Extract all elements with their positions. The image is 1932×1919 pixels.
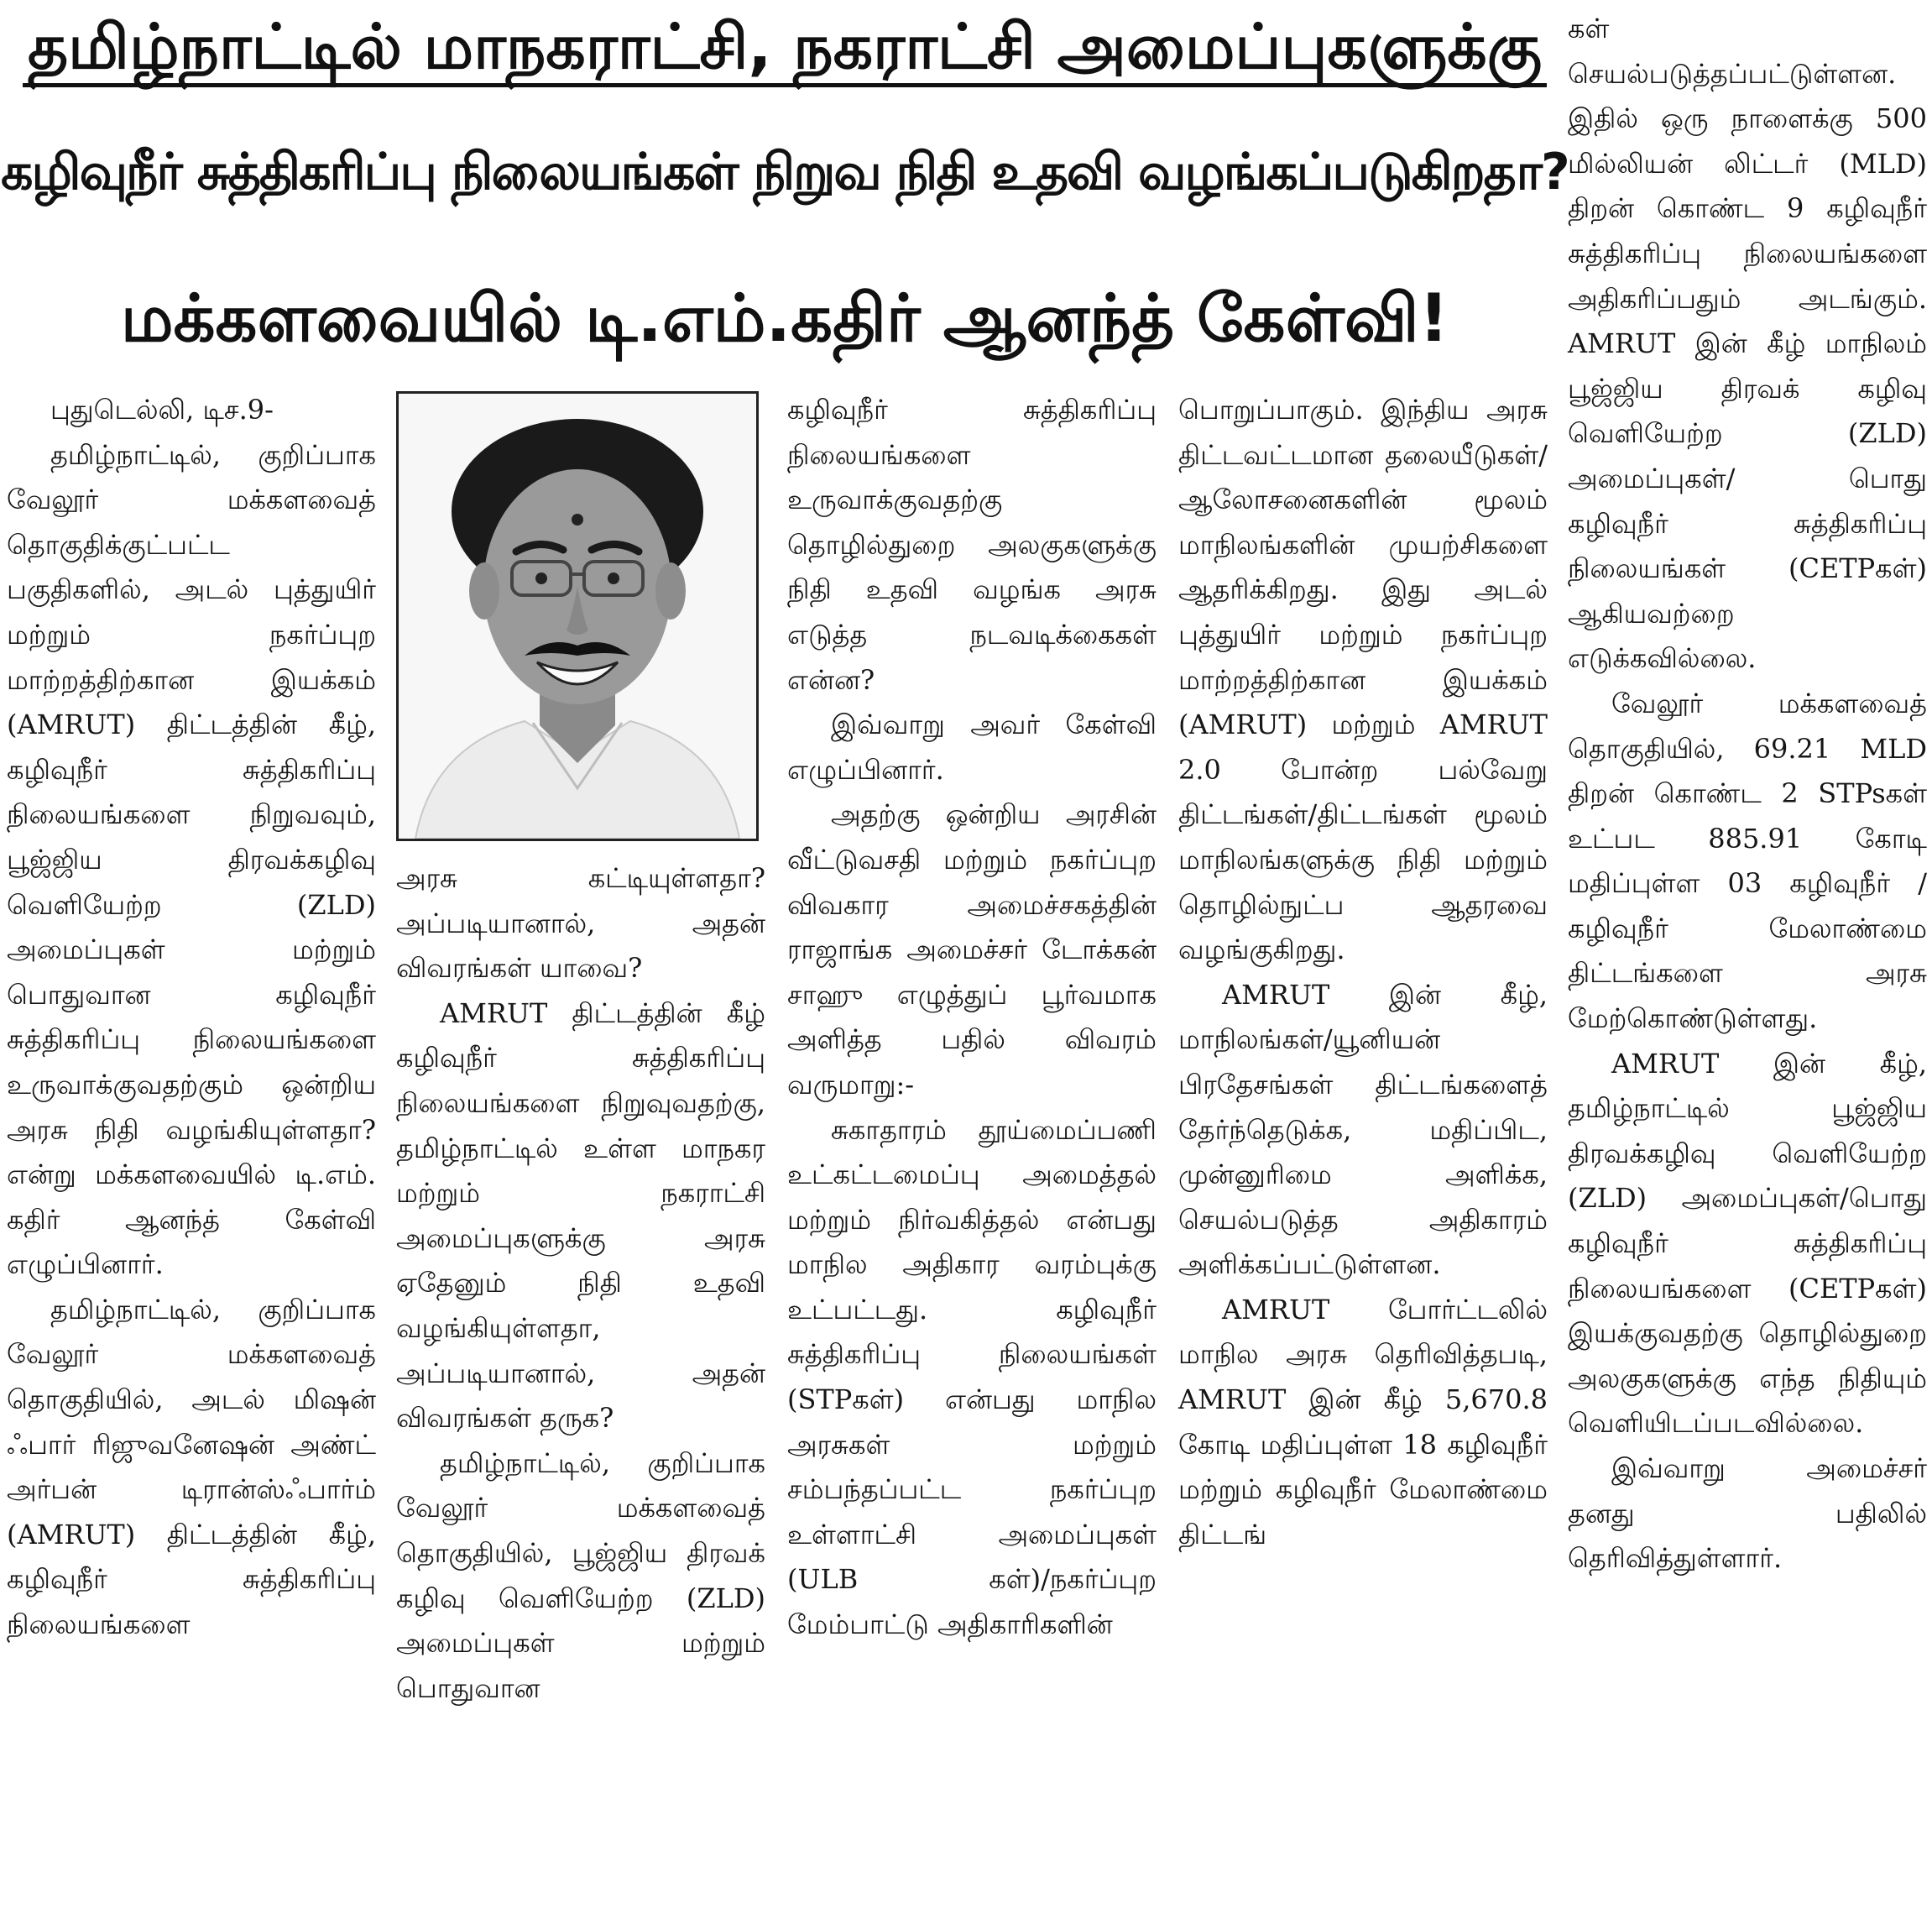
paragraph: பொறுப்பாகும். இந்திய அரசு திட்டவட்டமான தலையீடுகள்/ஆலோசனைகளின் மூலம் மாநிலங்களின் முயற்சிகளை ஆதரிக்கிறது. இது அடல் புத்துயிர் மற்றும் நகர்ப்புற மாற்றத்திற்கான இயக்கம் (AMRUT) மற்றும் AMRUT 2.0 போன்ற பல்வேறு திட்டங்கள்/திட்டங்கள் மூலம் மாநிலங்களுக்கு நிதி மற்றும் தொழில்நுட்ப ஆதரவை வழங்குகிறது. (1178, 394, 1548, 966)
paragraph: அரசு கட்டியுள்ளதா? அப்படியானால், அதன் விவரங்கள் யாவை? (396, 862, 765, 985)
article-column-3 (787, 388, 1157, 1648)
paragraph: AMRUT இன் கீழ், மாநிலங்கள்/யூனியன் பிரதேசங்கள் திட்டங்களைத் தேர்ந்தெடுக்க, மதிப்பிட, முன்னுரிமை அளிக்க, செயல்படுத்த அதிகாரம் அளிக்கப்பட்டுள்ளன. (1178, 978, 1548, 1281)
headline-line-2: கழிவுநீர் சுத்திகரிப்பு நிலையங்கள் நிறுவ நிதி உதவி வழங்கப்படுகிறதா? (1, 143, 1569, 201)
paragraph: கள் செயல்படுத்தப்பட்டுள்ளன. இதில் ஒரு நாளைக்கு 500 மில்லியன் லிட்டர் (MLD) திறன் கொண்ட 9 கழிவுநீர் சுத்திகரிப்பு நிலையங்களை அதிகரிப்பதும் அடங்கும். AMRUT இன் கீழ் மாநிலம் பூஜ்ஜிய திரவக் கழிவு வெளியேற்ற (ZLD) அமைப்புகள்/ பொது கழிவுநீர் சுத்திகரிப்பு நிலையங்கள் (CETPகள்) ஆகியவற்றை எடுக்கவில்லை. (1568, 13, 1927, 675)
article-column-2 (396, 856, 765, 1711)
dateline: புதுடெல்லி, டிச.9- (50, 394, 274, 426)
paragraph: AMRUT இன் கீழ், தமிழ்நாட்டில் பூஜ்ஜிய திரவக்கழிவு வெளியேற்ற (ZLD) அமைப்புகள்/பொது கழிவுநீர் சுத்திகரிப்பு நிலையங்களை (CETPகள்) இயக்குவதற்கு தொழில்துறை அலகுகளுக்கு எந்த நிதியும் வெளியிடப்படவில்லை. (1568, 1047, 1927, 1440)
portrait-photo (396, 391, 759, 841)
paragraph: வேலூர் மக்களவைத் தொகுதியில், 69.21 MLD திறன் கொண்ட 2 STPsகள் உட்பட 885.91 கோடி மதிப்புள்ள 03 கழிவுநீர் / கழிவுநீர் மேலாண்மை திட்டங்களை அரசு மேற்கொண்டுள்ளது. (1568, 687, 1927, 1035)
paragraph: கழிவுநீர் சுத்திகரிப்பு நிலையங்களை உருவாக்குவதற்கு தொழில்துறை அலகுகளுக்கு நிதி உதவி வழங்க அரசு எடுத்த நடவடிக்கைகள் என்ன? (787, 394, 1157, 696)
article-column-1 (7, 388, 376, 1648)
paragraph: தமிழ்நாட்டில், குறிப்பாக வேலூர் மக்களவைத் தொகுதியில், பூஜ்ஜிய திரவக் கழிவு வெளியேற்ற (ZLD) அமைப்புகள் மற்றும் பொதுவான (396, 1446, 765, 1704)
paragraph: AMRUT போர்ட்டலில் மாநில அரசு தெரிவித்தபடி, AMRUT இன் கீழ் 5,670.8 கோடி மதிப்புள்ள 18 கழிவுநீர் மற்றும் கழிவுநீர் மேலாண்மை திட்டங் (1178, 1293, 1548, 1550)
headline-line-3: மக்களவையில் டி.எம்.கதிர் ஆனந்த் கேள்வி! (120, 281, 1449, 357)
paragraph: சுகாதாரம் தூய்மைப்பணி உட்கட்டமைப்பு அமைத்தல் மற்றும் நிர்வகித்தல் என்பது மாநில அதிகார வரம்புக்கு உட்பட்டது. கழிவுநீர் சுத்திகரிப்பு நிலையங்கள் (STPகள்) என்பது மாநில அரசுகள் மற்றும் சம்பந்தப்பட்ட நகர்ப்புற உள்ளாட்சி அமைப்புகள் (ULB கள்)/நகர்ப்புற மேம்பாட்டு அதிகாரிகளின் (787, 1113, 1157, 1641)
paragraph: தமிழ்நாட்டில், குறிப்பாக வேலூர் மக்களவைத் தொகுதியில், அடல் மிஷன் ஃபார் ரிஜுவனேஷன் அண்ட் அர்பன் டிரான்ஸ்ஃபார்ம் (AMRUT) திட்டத்தின் கீழ், கழிவுநீர் சுத்திகரிப்பு நிலையங்களை (7, 1293, 376, 1641)
paragraph: இவ்வாறு அமைச்சர் தனது பதிலில் தெரிவித்துள்ளார். (1568, 1452, 1927, 1575)
headline-line-1: தமிழ்நாட்டில் மாநகராட்சி, நகராட்சி அமைப்புகளுக்கு (0, 7, 1569, 87)
paragraph: தமிழ்நாட்டில், குறிப்பாக வேலூர் மக்களவைத் தொகுதிக்குட்பட்ட பகுதிகளில், அடல் புத்துயிர் மற்றும் நகர்ப்புற மாற்றத்திற்கான இயக்கம் (AMRUT) திட்டத்தின் கீழ், கழிவுநீர் சுத்திகரிப்பு நிலையங்களை நிறுவவும், பூஜ்ஜிய திரவக்கழிவு வெளியேற்ற (ZLD) அமைப்புகள் மற்றும் பொதுவான கழிவுநீர் சுத்திகரிப்பு நிலையங்களை உருவாக்குவதற்கும் ஒன்றிய அரசு நிதி வழங்கியுள்ளதா? என்று மக்களவையில் டி.எம். கதிர் ஆனந்த் கேள்வி எழுப்பினார். (7, 438, 376, 1281)
paragraph: இவ்வாறு அவர் கேள்வி எழுப்பினார். (787, 709, 1157, 786)
paragraph: அதற்கு ஒன்றிய அரசின் வீட்டுவசதி மற்றும் நகர்ப்புற விவகார அமைச்சகத்தின் ராஜாங்க அமைச்சர் டோக்கன் சாஹு எழுத்துப் பூர்வமாக அளித்த பதில் விவரம் வருமாறு:- (787, 798, 1157, 1101)
article-column-4 (1178, 388, 1548, 1557)
portrait-photo-icon (399, 394, 756, 839)
paragraph: AMRUT திட்டத்தின் கீழ் கழிவுநீர் சுத்திகரிப்பு நிலையங்களை நிறுவுவதற்கு, தமிழ்நாட்டில் உள்ள மாநகர மற்றும் நகராட்சி அமைப்புகளுக்கு அரசு ஏதேனும் நிதி உதவி வழங்கியுள்ளதா, அப்படியானால், அதன் விவரங்கள் தருக? (396, 996, 765, 1435)
article-column-5 (1568, 7, 1927, 1582)
